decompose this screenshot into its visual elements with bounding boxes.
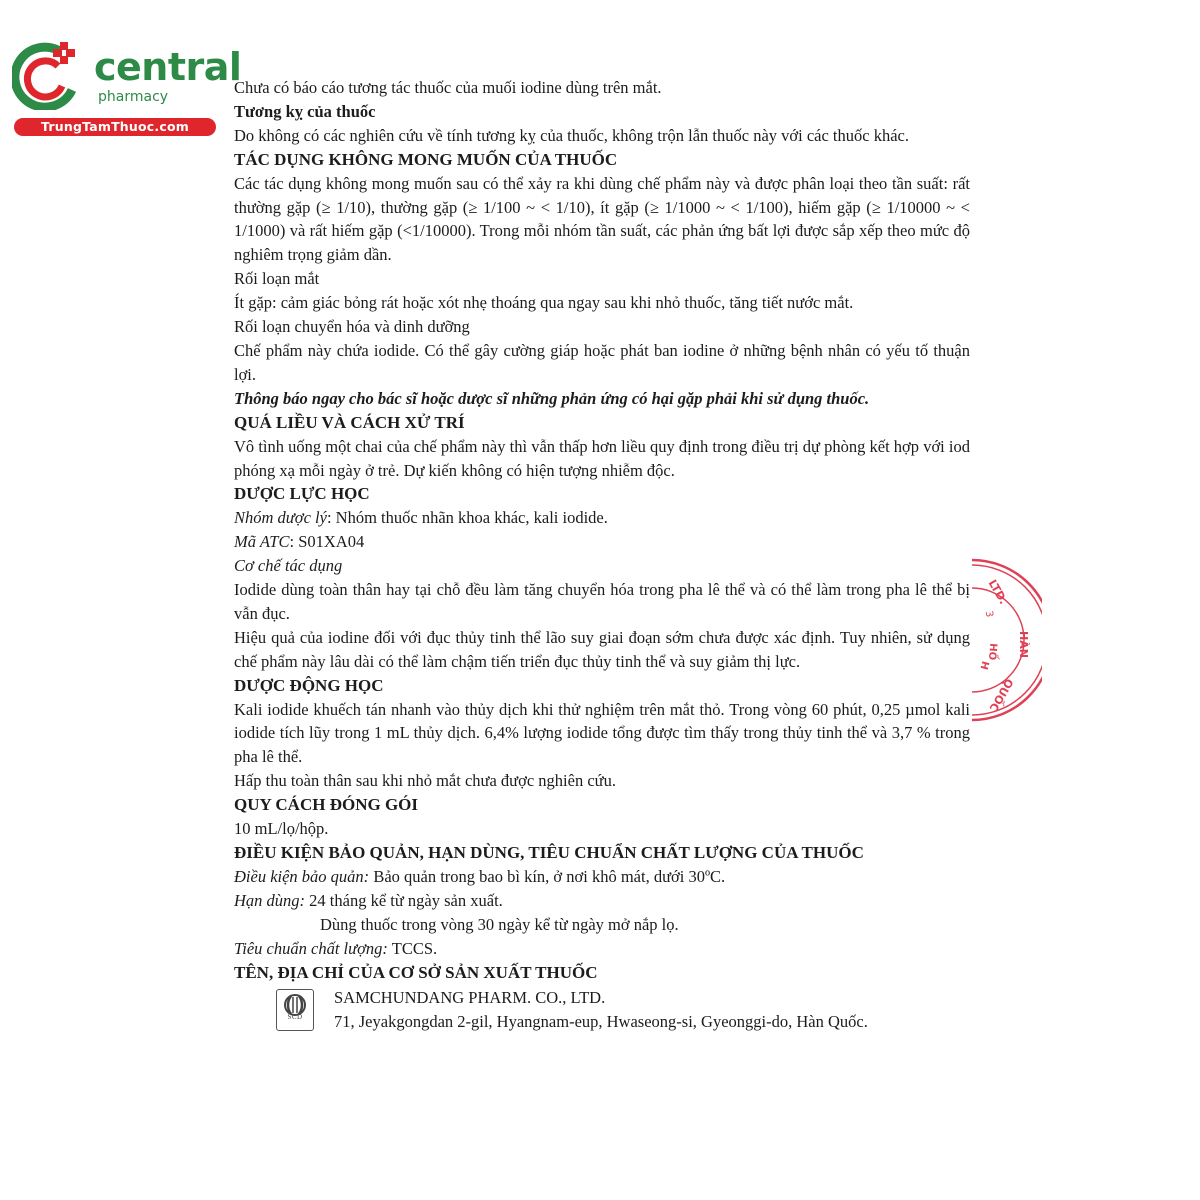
packaging-heading: QUY CÁCH ĐÓNG GÓI xyxy=(234,795,419,815)
scd-logo-text: SCD xyxy=(287,1012,303,1021)
overdose-text: Vô tình uống một chai của chế phẩm này thì vẫn thấp hơn liều quy định trong điều trị dự phòng kết hợp với iod phóng xạ mỗi ngày ở trẻ. Dự kiến không có hiện tượng nhiễm độc. xyxy=(234,436,970,480)
quality-standard xyxy=(234,937,970,961)
svg-text:H: H xyxy=(977,659,991,671)
after-opening: Dùng thuốc trong vòng 30 ngày kể từ ngày mở nắp lọ. xyxy=(320,914,679,934)
svg-text:QUỐC: QUỐC xyxy=(986,676,1016,714)
atc-label: Mã ATC xyxy=(234,532,290,552)
adverse-effects-intro: Các tác dụng không mong muốn sau có thể xảy ra khi dùng chế phẩm này và được phân loại theo tần suất: rất thường gặp (≥ 1/10), thường gặp (≥ 1/100 ~ < 1/10), ít gặp (≥ 1/1000 ~ < 1/100), hiếm gặp (≥ 1/10000 ~ < 1/1000) và rất hiếm gặp (<1/10000). Trong mỗi nhóm tần suất, các phản ứng bất lợi được sắp xếp theo mức độ nghiêm trọng giảm dần. xyxy=(234,173,970,265)
svg-text:HÀN: HÀN xyxy=(1017,631,1030,658)
mechanism-title-text: Cơ chế tác dụng xyxy=(234,556,343,576)
shelf-life xyxy=(234,889,970,913)
shelf-life-value: 24 tháng kể từ ngày sản xuất. xyxy=(305,890,503,910)
atc-code xyxy=(234,530,970,554)
storage-conditions-value: Bảo quản trong bao bì kín, ở nơi khô mát, dưới 30ºC. xyxy=(369,866,726,886)
eye-disorders-text: Ít gặp: cảm giác bỏng rát hoặc xót nhẹ thoáng qua ngay sau khi nhỏ thuốc, tăng tiết nước mắt. xyxy=(234,293,854,313)
pharmacy-cross-icon xyxy=(12,40,82,110)
pharmacodynamics-heading: DƯỢC LỰC HỌC xyxy=(234,484,370,504)
company-stamp xyxy=(972,555,1042,725)
interactions-note: Chưa có báo cáo tương tác thuốc của muối iodine dùng trên mắt. xyxy=(234,78,662,97)
svg-text:HỐ: HỐ xyxy=(985,642,999,661)
website-banner: TrungTamThuoc.com xyxy=(14,118,216,136)
scd-logo-icon xyxy=(276,989,314,1031)
incompatibility-text: Do không có các nghiên cứu về tính tương kỵ của thuốc, không trộn lẫn thuốc này với các thuốc khác. xyxy=(234,125,909,145)
eye-disorders-title: Rối loạn mắt xyxy=(234,269,320,289)
manufacturer-address: 71, Jeyakgongdan 2-gil, Hyangnam-eup, Hwaseong-si, Gyeonggi-do, Hàn Quốc. xyxy=(334,1012,868,1032)
manufacturer-block xyxy=(234,986,970,1034)
svg-text:LTD.: LTD. xyxy=(985,577,1010,607)
mechanism-title xyxy=(234,554,970,578)
mechanism-text: Iodide dùng toàn thân hay tại chỗ đều làm tăng chuyển hóa trong pha lê thể và có thể làm trong pha lê thể bị vẫn đục. xyxy=(234,580,970,623)
quality-standard-label: Tiêu chuẩn chất lượng: xyxy=(234,938,388,958)
storage-conditions xyxy=(234,865,970,889)
adverse-effects-heading: TÁC DỤNG KHÔNG MONG MUỐN CỦA THUỐC xyxy=(234,149,618,169)
incompatibility-heading: Tương kỵ của thuốc xyxy=(234,101,376,121)
brand-name: central xyxy=(94,45,242,89)
svg-text:3: 3 xyxy=(982,609,995,619)
atc-value: : S01XA04 xyxy=(289,532,365,552)
brand-subtitle: pharmacy xyxy=(98,89,169,105)
quality-standard-value: TCCS. xyxy=(387,938,438,958)
metabolism-text: Chế phẩm này chứa iodide. Có thể gây cường giáp hoặc phát ban iodine ở những bệnh nhân có yếu tố thuận lợi. xyxy=(234,340,970,384)
pharmacokinetics-text: Kali iodide khuếch tán nhanh vào thủy dịch khi thử nghiệm trên mắt thỏ. Trong vòng 60 phút, 0,25 µmol kali iodide tích lũy trong 1 mL thủy dịch. 6,4% lượng iodide tổng được tìm thấy trong thủy tinh thể và 3,7 % trong pha lê thể. xyxy=(234,699,970,767)
storage-heading: ĐIỀU KIỆN BẢO QUẢN, HẠN DÙNG, TIÊU CHUẨN CHẤT LƯỢNG CỦA THUỐC xyxy=(234,843,864,862)
overdose-heading: QUÁ LIỀU VÀ CÁCH XỬ TRÍ xyxy=(234,412,465,432)
adverse-notice: Thông báo ngay cho bác sĩ hoặc dược sĩ những phản ứng có hại gặp phải khi sử dụng thuốc. xyxy=(234,388,870,408)
manufacturer-name: SAMCHUNDANG PHARM. CO., LTD. xyxy=(334,988,606,1008)
manufacturer-info xyxy=(334,986,970,1034)
metabolism-title: Rối loạn chuyển hóa và dinh dưỡng xyxy=(234,317,470,337)
pharmacokinetics-heading: DƯỢC ĐỘNG HỌC xyxy=(234,675,384,695)
group-value: : Nhóm thuốc nhãn khoa khác, kali iodide. xyxy=(326,508,608,528)
storage-conditions-label: Điều kiện bảo quản: xyxy=(234,866,370,886)
shelf-life-label: Hạn dùng: xyxy=(234,890,306,910)
efficacy-text: Hiệu quả của iodine đối với đục thủy tinh thể lão suy giai đoạn sớm chưa được xác định. Tuy nhiên, sử dụng chế phẩm này lâu dài có thể làm chậm tiến triển đục thủy tinh thể và suy giảm thị lực. xyxy=(234,627,970,671)
central-pharmacy-logo xyxy=(8,36,242,136)
group-label: Nhóm dược lý xyxy=(234,508,327,528)
pharmacological-group xyxy=(234,506,970,530)
packaging-text: 10 mL/lọ/hộp. xyxy=(234,819,329,839)
absorption-text: Hấp thu toàn thân sau khi nhỏ mắt chưa được nghiên cứu. xyxy=(234,771,616,791)
drug-leaflet xyxy=(234,76,970,1034)
manufacturer-heading: TÊN, ĐỊA CHỈ CỦA CƠ SỞ SẢN XUẤT THUỐC xyxy=(234,962,598,982)
